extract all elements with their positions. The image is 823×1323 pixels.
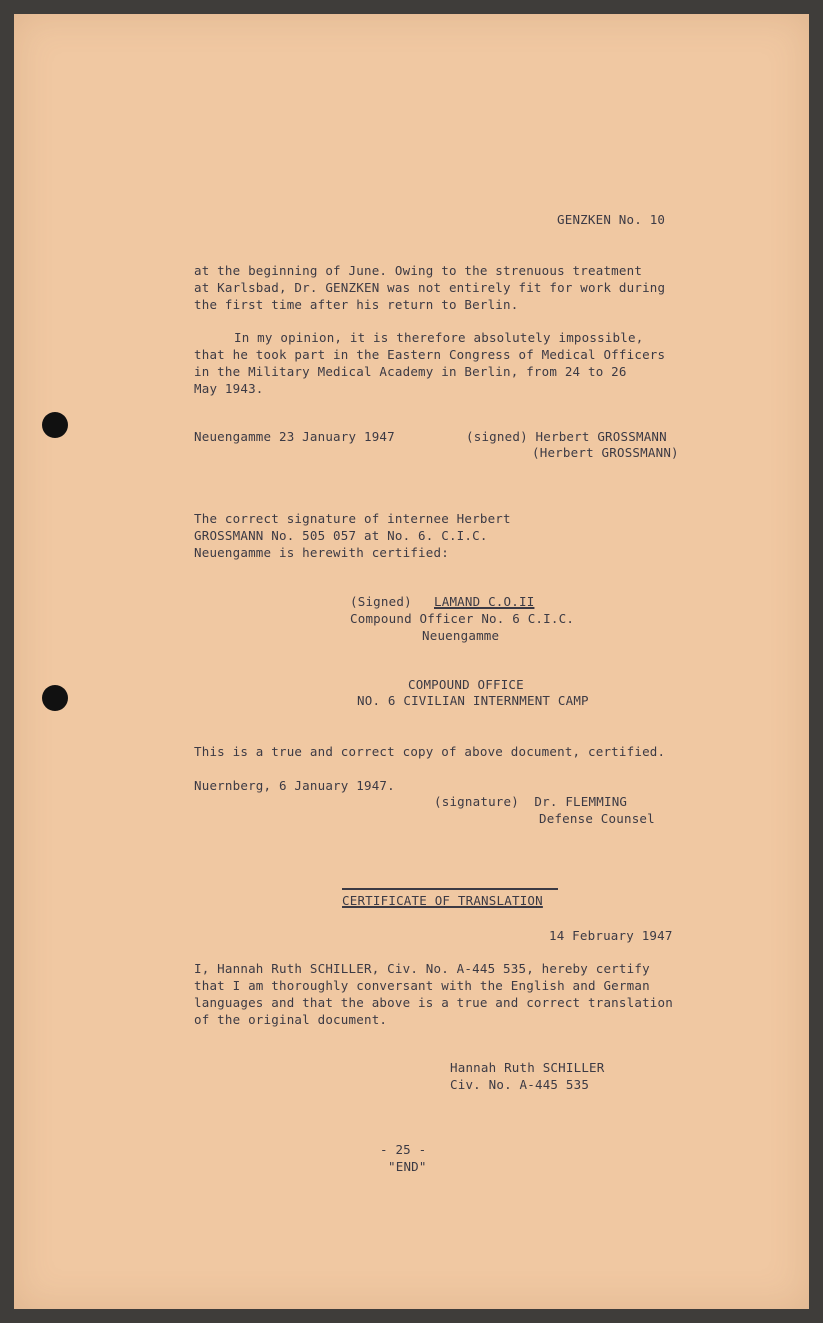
affidavit-signed-line: (signed) Herbert GROSSMANN <box>466 429 667 444</box>
certification-line-1: The correct signature of internee Herbert <box>194 511 511 526</box>
translation-line-1: I, Hannah Ruth SCHILLER, Civ. No. A-445 535, hereby certify <box>194 961 650 976</box>
paragraph-2-line-1: In my opinion, it is therefore absolutely impossible, <box>234 330 644 345</box>
copy-certification-line: This is a true and correct copy of above document, certified. <box>194 744 666 759</box>
defense-counsel-role: Defense Counsel <box>539 811 655 826</box>
punch-hole-bottom <box>42 685 68 711</box>
certification-line-2: GROSSMANN No. 505 057 at No. 6. C.I.C. <box>194 528 488 543</box>
copy-certification-place-date: Nuernberg, 6 January 1947. <box>194 778 395 793</box>
affidavit-signer-name: (Herbert GROSSMANN) <box>532 445 679 460</box>
translation-line-3: languages and that the above is a true and correct translation <box>194 995 673 1010</box>
paragraph-2-line-3: in the Military Medical Academy in Berlin, from 24 to 26 <box>194 364 627 379</box>
compound-officer-place: Neuengamme <box>422 628 500 643</box>
certification-signer: LAMAND C.O.II <box>434 594 535 609</box>
translator-civ-number: Civ. No. A-445 535 <box>450 1077 590 1092</box>
translation-date: 14 February 1947 <box>549 928 673 943</box>
certification-signed-prefix: (Signed) <box>350 594 412 609</box>
paragraph-1-line-1: at the beginning of June. Owing to the strenuous treatment <box>194 263 643 278</box>
paragraph-2-line-4: May 1943. <box>194 381 264 396</box>
translation-line-4: of the original document. <box>194 1012 388 1027</box>
paragraph-2-line-2: that he took part in the Eastern Congress of Medical Officers <box>194 347 666 362</box>
defense-counsel-signature: (signature) Dr. FLEMMING <box>434 794 628 809</box>
affidavit-place-date: Neuengamme 23 January 1947 <box>194 429 395 444</box>
end-marker: "END" <box>388 1159 427 1174</box>
document-page <box>14 14 809 1309</box>
stamp-line-1: COMPOUND OFFICE <box>408 677 524 692</box>
compound-officer-line: Compound Officer No. 6 C.I.C. <box>350 611 575 626</box>
translation-line-2: that I am thoroughly conversant with the English and German <box>194 978 650 993</box>
translation-certificate-title: CERTIFICATE OF TRANSLATION <box>342 893 543 908</box>
page-number: - 25 - <box>380 1142 427 1157</box>
certification-line-3: Neuengamme is herewith certified: <box>194 545 449 560</box>
paragraph-1-line-3: the first time after his return to Berlin. <box>194 297 519 312</box>
translator-name: Hannah Ruth SCHILLER <box>450 1060 605 1075</box>
punch-hole-top <box>42 412 68 438</box>
title-overline <box>342 888 558 890</box>
document-reference: GENZKEN No. 10 <box>557 212 666 227</box>
stamp-line-2: NO. 6 CIVILIAN INTERNMENT CAMP <box>357 693 589 708</box>
paragraph-1-line-2: at Karlsbad, Dr. GENZKEN was not entirely fit for work during <box>194 280 666 295</box>
